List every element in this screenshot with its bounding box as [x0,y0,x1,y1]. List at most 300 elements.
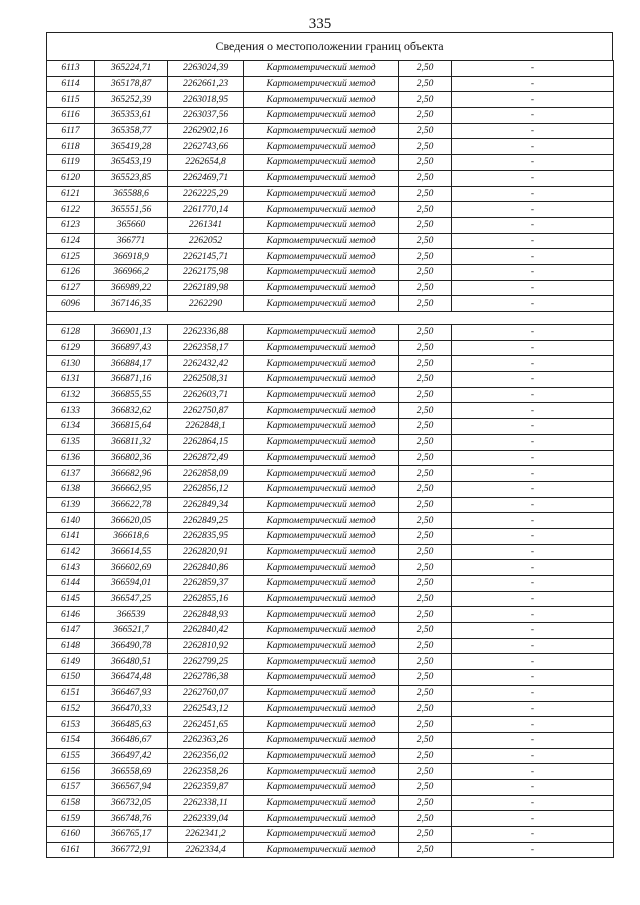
description-cell: - [452,591,614,607]
point-number-cell: 6152 [47,701,95,717]
table-row [47,139,614,155]
table-row [47,748,614,764]
coord-y-cell: 2262603,71 [168,387,244,403]
point-number-cell: 6157 [47,779,95,795]
accuracy-cell: 2,50 [399,419,452,435]
coord-y-cell: 2261341 [168,217,244,233]
coord-y-cell: 2262872,49 [168,450,244,466]
table-row [47,123,614,139]
coord-x-cell: 365178,87 [95,76,168,92]
coord-x-cell: 366497,42 [95,748,168,764]
point-number-cell: 6117 [47,123,95,139]
coord-y-cell: 2262543,12 [168,701,244,717]
method-cell: Картометрический метод [244,387,399,403]
accuracy-cell: 2,50 [399,732,452,748]
point-number-cell: 6151 [47,685,95,701]
coord-y-cell: 2262856,12 [168,481,244,497]
description-cell: - [452,623,614,639]
accuracy-cell: 2,50 [399,450,452,466]
method-cell: Картометрический метод [244,434,399,450]
accuracy-cell: 2,50 [399,842,452,858]
accuracy-cell: 2,50 [399,280,452,296]
coord-x-cell: 366871,16 [95,372,168,388]
accuracy-cell: 2,50 [399,779,452,795]
method-cell: Картометрический метод [244,811,399,827]
description-cell: - [452,264,614,280]
coord-y-cell: 2261770,14 [168,202,244,218]
description-cell: - [452,638,614,654]
table-row [47,217,614,233]
description-cell: - [452,544,614,560]
accuracy-cell: 2,50 [399,92,452,108]
method-cell: Картометрический метод [244,607,399,623]
coord-x-cell: 365551,56 [95,202,168,218]
table-row [47,623,614,639]
point-number-cell: 6116 [47,108,95,124]
method-cell: Картометрический метод [244,280,399,296]
method-cell: Картометрический метод [244,356,399,372]
description-cell: - [452,513,614,529]
section-separator-cell [47,312,614,325]
method-cell: Картометрический метод [244,717,399,733]
description-cell: - [452,701,614,717]
description-cell: - [452,249,614,265]
coord-x-cell: 366765,17 [95,827,168,843]
table-row [47,701,614,717]
coord-y-cell: 2262835,95 [168,528,244,544]
description-cell: - [452,450,614,466]
method-cell: Картометрический метод [244,419,399,435]
point-number-cell: 6148 [47,638,95,654]
table-row [47,654,614,670]
point-number-cell: 6118 [47,139,95,155]
accuracy-cell: 2,50 [399,217,452,233]
table-row [47,280,614,296]
description-cell: - [452,139,614,155]
method-cell: Картометрический метод [244,249,399,265]
accuracy-cell: 2,50 [399,387,452,403]
coord-y-cell: 2262849,25 [168,513,244,529]
method-cell: Картометрический метод [244,92,399,108]
description-cell: - [452,434,614,450]
description-cell: - [452,403,614,419]
table-row [47,419,614,435]
method-cell: Картометрический метод [244,170,399,186]
coord-y-cell: 2262508,31 [168,372,244,388]
boundary-sheet [46,32,613,858]
coord-x-cell: 366614,55 [95,544,168,560]
point-number-cell: 6122 [47,202,95,218]
method-cell: Картометрический метод [244,748,399,764]
description-cell: - [452,779,614,795]
point-number-cell: 6096 [47,296,95,312]
description-cell: - [452,356,614,372]
accuracy-cell: 2,50 [399,685,452,701]
description-cell: - [452,842,614,858]
point-number-cell: 6160 [47,827,95,843]
point-number-cell: 6123 [47,217,95,233]
table-row [47,497,614,513]
table-row [47,76,614,92]
coord-y-cell: 2262175,98 [168,264,244,280]
description-cell: - [452,387,614,403]
coord-x-cell: 366802,36 [95,450,168,466]
point-number-cell: 6142 [47,544,95,560]
coord-x-cell: 366815,64 [95,419,168,435]
coord-y-cell: 2262840,86 [168,560,244,576]
description-cell: - [452,155,614,171]
point-number-cell: 6132 [47,387,95,403]
coord-x-cell: 366897,43 [95,340,168,356]
description-cell: - [452,217,614,233]
coord-x-cell: 366539 [95,607,168,623]
point-number-cell: 6137 [47,466,95,482]
method-cell: Картометрический метод [244,764,399,780]
coord-x-cell: 366662,95 [95,481,168,497]
description-cell: - [452,280,614,296]
method-cell: Картометрический метод [244,654,399,670]
description-cell: - [452,481,614,497]
table-row [47,544,614,560]
accuracy-cell: 2,50 [399,623,452,639]
point-number-cell: 6134 [47,419,95,435]
point-number-cell: 6140 [47,513,95,529]
coord-x-cell: 365453,19 [95,155,168,171]
accuracy-cell: 2,50 [399,670,452,686]
point-number-cell: 6145 [47,591,95,607]
coord-y-cell: 2262341,2 [168,827,244,843]
coord-x-cell: 366732,05 [95,795,168,811]
coord-x-cell: 365588,6 [95,186,168,202]
coord-x-cell: 366771 [95,233,168,249]
table-row [47,560,614,576]
point-number-cell: 6127 [47,280,95,296]
coord-y-cell: 2262451,65 [168,717,244,733]
coord-y-cell: 2262864,15 [168,434,244,450]
method-cell: Картометрический метод [244,340,399,356]
coord-y-cell: 2262786,38 [168,670,244,686]
method-cell: Картометрический метод [244,795,399,811]
coord-y-cell: 2262334,4 [168,842,244,858]
accuracy-cell: 2,50 [399,528,452,544]
table-row [47,528,614,544]
accuracy-cell: 2,50 [399,249,452,265]
accuracy-cell: 2,50 [399,576,452,592]
table-title: Сведения о местоположении границ объекта [46,32,613,60]
coord-y-cell: 2263024,39 [168,61,244,77]
accuracy-cell: 2,50 [399,827,452,843]
coord-y-cell: 2262432,42 [168,356,244,372]
point-number-cell: 6138 [47,481,95,497]
method-cell: Картометрический метод [244,827,399,843]
coord-x-cell: 366620,05 [95,513,168,529]
accuracy-cell: 2,50 [399,607,452,623]
coord-x-cell: 366682,96 [95,466,168,482]
coord-y-cell: 2262052 [168,233,244,249]
coord-x-cell: 366622,78 [95,497,168,513]
method-cell: Картометрический метод [244,202,399,218]
description-cell: - [452,497,614,513]
coord-x-cell: 366486,67 [95,732,168,748]
method-cell: Картометрический метод [244,233,399,249]
method-cell: Картометрический метод [244,638,399,654]
coord-y-cell: 2262661,23 [168,76,244,92]
table-row [47,170,614,186]
coord-x-cell: 365358,77 [95,123,168,139]
coord-x-cell: 366490,78 [95,638,168,654]
method-cell: Картометрический метод [244,576,399,592]
point-number-cell: 6159 [47,811,95,827]
description-cell: - [452,795,614,811]
coord-x-cell: 365224,71 [95,61,168,77]
description-cell: - [452,811,614,827]
coord-y-cell: 2262363,26 [168,732,244,748]
accuracy-cell: 2,50 [399,76,452,92]
method-cell: Картометрический метод [244,497,399,513]
method-cell: Картометрический метод [244,61,399,77]
accuracy-cell: 2,50 [399,717,452,733]
point-number-cell: 6133 [47,403,95,419]
description-cell: - [452,123,614,139]
method-cell: Картометрический метод [244,403,399,419]
coord-y-cell: 2262849,34 [168,497,244,513]
description-cell: - [452,233,614,249]
coord-y-cell: 2263018,95 [168,92,244,108]
coord-x-cell: 366470,33 [95,701,168,717]
coord-x-cell: 365252,39 [95,92,168,108]
table-row [47,466,614,482]
coord-y-cell: 2262359,87 [168,779,244,795]
description-cell: - [452,202,614,218]
coord-y-cell: 2262189,98 [168,280,244,296]
point-number-cell: 6115 [47,92,95,108]
description-cell: - [452,340,614,356]
coord-y-cell: 2262760,07 [168,685,244,701]
coordinates-table-body [47,61,614,858]
description-cell: - [452,76,614,92]
description-cell: - [452,670,614,686]
table-row [47,202,614,218]
coord-y-cell: 2262339,04 [168,811,244,827]
point-number-cell: 6155 [47,748,95,764]
method-cell: Картометрический метод [244,701,399,717]
coord-x-cell: 366467,93 [95,685,168,701]
method-cell: Картометрический метод [244,76,399,92]
point-number-cell: 6139 [47,497,95,513]
point-number-cell: 6141 [47,528,95,544]
coord-x-cell: 366918,9 [95,249,168,265]
description-cell: - [452,186,614,202]
table-row [47,670,614,686]
coord-y-cell: 2262225,29 [168,186,244,202]
table-row [47,638,614,654]
coord-y-cell: 2262902,16 [168,123,244,139]
coord-x-cell: 366832,62 [95,403,168,419]
table-row [47,296,614,312]
accuracy-cell: 2,50 [399,748,452,764]
point-number-cell: 6147 [47,623,95,639]
method-cell: Картометрический метод [244,264,399,280]
point-number-cell: 6135 [47,434,95,450]
accuracy-cell: 2,50 [399,372,452,388]
table-row [47,403,614,419]
coord-y-cell: 2262358,26 [168,764,244,780]
table-row [47,591,614,607]
coord-x-cell: 365523,85 [95,170,168,186]
accuracy-cell: 2,50 [399,544,452,560]
method-cell: Картометрический метод [244,466,399,482]
method-cell: Картометрический метод [244,186,399,202]
point-number-cell: 6121 [47,186,95,202]
point-number-cell: 6114 [47,76,95,92]
coord-y-cell: 2262840,42 [168,623,244,639]
coord-y-cell: 2262848,1 [168,419,244,435]
method-cell: Картометрический метод [244,591,399,607]
method-cell: Картометрический метод [244,217,399,233]
accuracy-cell: 2,50 [399,123,452,139]
description-cell: - [452,61,614,77]
coord-y-cell: 2263037,56 [168,108,244,124]
method-cell: Картометрический метод [244,155,399,171]
accuracy-cell: 2,50 [399,186,452,202]
coordinates-table [46,60,614,858]
coord-x-cell: 366811,32 [95,434,168,450]
description-cell: - [452,654,614,670]
coord-y-cell: 2262810,92 [168,638,244,654]
accuracy-cell: 2,50 [399,591,452,607]
coord-y-cell: 2262855,16 [168,591,244,607]
method-cell: Картометрический метод [244,528,399,544]
method-cell: Картометрический метод [244,296,399,312]
table-row [47,325,614,341]
table-row [47,387,614,403]
accuracy-cell: 2,50 [399,638,452,654]
coord-x-cell: 366602,69 [95,560,168,576]
description-cell: - [452,560,614,576]
point-number-cell: 6144 [47,576,95,592]
point-number-cell: 6136 [47,450,95,466]
coord-x-cell: 366748,76 [95,811,168,827]
method-cell: Картометрический метод [244,670,399,686]
point-number-cell: 6129 [47,340,95,356]
description-cell: - [452,296,614,312]
coord-y-cell: 2262290 [168,296,244,312]
description-cell: - [452,92,614,108]
table-row [47,685,614,701]
table-row [47,108,614,124]
method-cell: Картометрический метод [244,779,399,795]
coord-x-cell: 366558,69 [95,764,168,780]
table-row [47,61,614,77]
coord-x-cell: 366966,2 [95,264,168,280]
coord-x-cell: 366567,94 [95,779,168,795]
description-cell: - [452,764,614,780]
coord-y-cell: 2262743,66 [168,139,244,155]
table-row [47,155,614,171]
accuracy-cell: 2,50 [399,264,452,280]
point-number-cell: 6149 [47,654,95,670]
table-row [47,732,614,748]
description-cell: - [452,607,614,623]
point-number-cell: 6119 [47,155,95,171]
coord-y-cell: 2262799,25 [168,654,244,670]
table-row [47,356,614,372]
coord-x-cell: 366485,63 [95,717,168,733]
accuracy-cell: 2,50 [399,513,452,529]
description-cell: - [452,732,614,748]
method-cell: Картометрический метод [244,123,399,139]
description-cell: - [452,170,614,186]
table-row [47,827,614,843]
point-number-cell: 6161 [47,842,95,858]
coord-x-cell: 366989,22 [95,280,168,296]
description-cell: - [452,108,614,124]
accuracy-cell: 2,50 [399,434,452,450]
coord-x-cell: 365419,28 [95,139,168,155]
coord-x-cell: 366594,01 [95,576,168,592]
table-row [47,186,614,202]
point-number-cell: 6128 [47,325,95,341]
description-cell: - [452,827,614,843]
coord-y-cell: 2262358,17 [168,340,244,356]
accuracy-cell: 2,50 [399,497,452,513]
point-number-cell: 6113 [47,61,95,77]
accuracy-cell: 2,50 [399,481,452,497]
accuracy-cell: 2,50 [399,296,452,312]
coord-x-cell: 366772,91 [95,842,168,858]
table-row [47,607,614,623]
table-row [47,434,614,450]
point-number-cell: 6153 [47,717,95,733]
method-cell: Картометрический метод [244,450,399,466]
coord-x-cell: 366474,48 [95,670,168,686]
coord-y-cell: 2262750,87 [168,403,244,419]
table-row [47,779,614,795]
table-row [47,264,614,280]
method-cell: Картометрический метод [244,481,399,497]
description-cell: - [452,685,614,701]
table-row [47,795,614,811]
description-cell: - [452,748,614,764]
coord-y-cell: 2262469,71 [168,170,244,186]
method-cell: Картометрический метод [244,372,399,388]
accuracy-cell: 2,50 [399,233,452,249]
accuracy-cell: 2,50 [399,560,452,576]
page-number: 335 [308,16,332,32]
point-number-cell: 6126 [47,264,95,280]
accuracy-cell: 2,50 [399,108,452,124]
method-cell: Картометрический метод [244,623,399,639]
description-cell: - [452,466,614,482]
coord-x-cell: 366901,13 [95,325,168,341]
accuracy-cell: 2,50 [399,356,452,372]
method-cell: Картометрический метод [244,139,399,155]
point-number-cell: 6150 [47,670,95,686]
method-cell: Картометрический метод [244,325,399,341]
accuracy-cell: 2,50 [399,764,452,780]
accuracy-cell: 2,50 [399,654,452,670]
method-cell: Картометрический метод [244,560,399,576]
coord-x-cell: 366480,51 [95,654,168,670]
table-row [47,513,614,529]
accuracy-cell: 2,50 [399,202,452,218]
table-row [47,764,614,780]
description-cell: - [452,419,614,435]
accuracy-cell: 2,50 [399,155,452,171]
point-number-cell: 6143 [47,560,95,576]
table-row [47,450,614,466]
coord-x-cell: 366547,25 [95,591,168,607]
